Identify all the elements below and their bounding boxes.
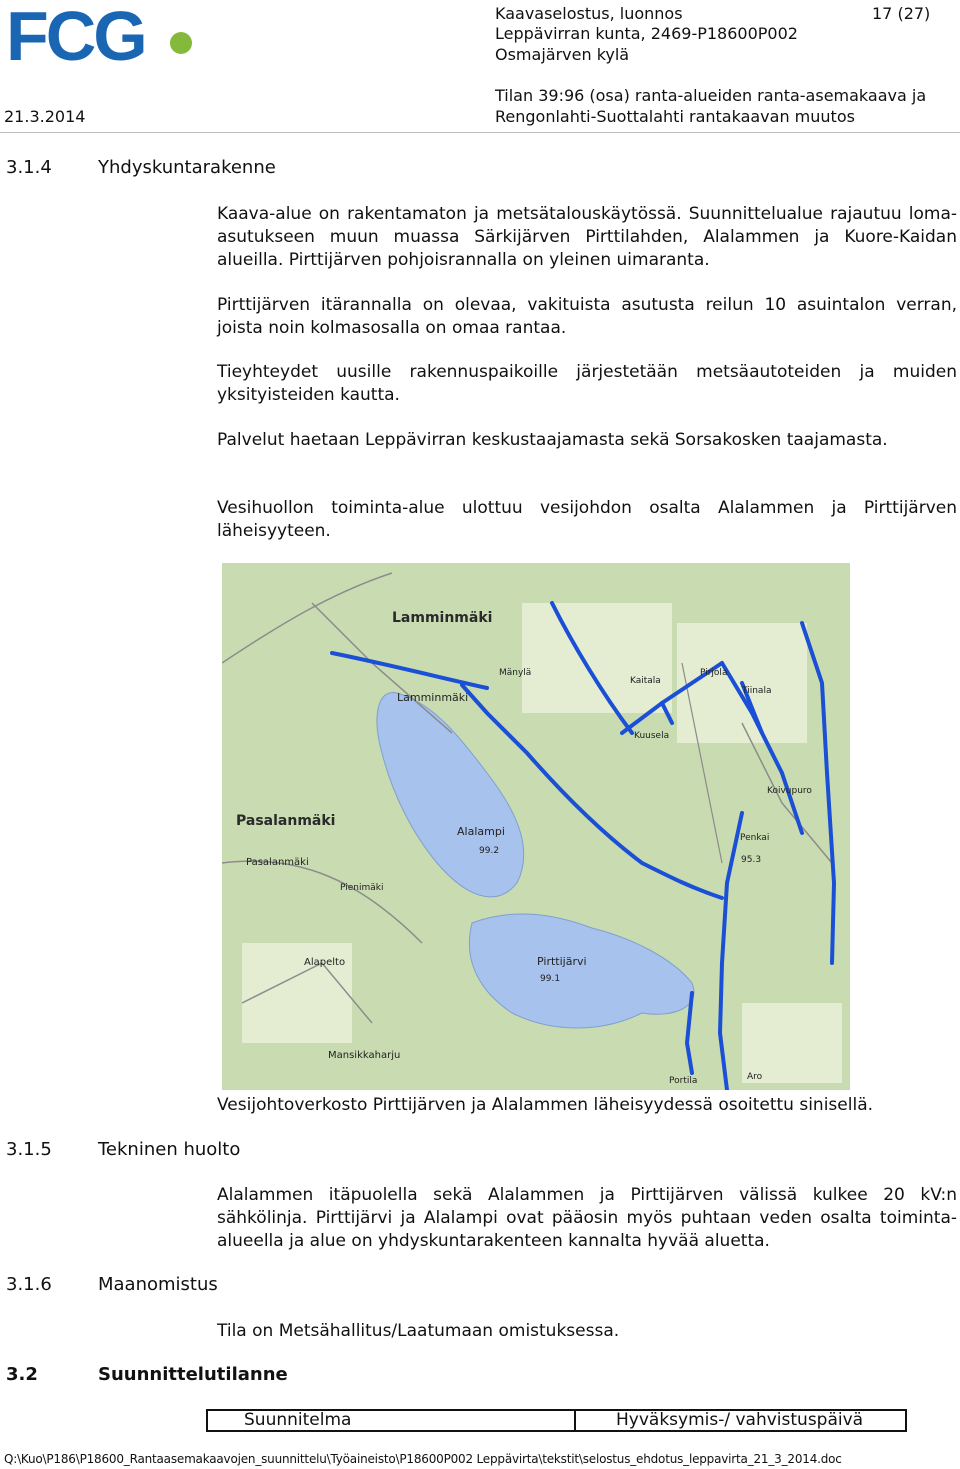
- map-label: Mansikkaharju: [328, 1050, 401, 1061]
- header-plan-title-1: Tilan 39:96 (osa) ranta-alueiden ranta-asemakaava ja: [495, 86, 927, 105]
- paragraph-services: Palvelut haetaan Leppävirran keskustaajamasta sekä Sorsakosken taajamasta.: [217, 430, 888, 450]
- section-number: 3.1.5: [6, 1139, 52, 1160]
- map-label: Tiinala: [742, 686, 772, 696]
- header-rule: [0, 132, 960, 133]
- map-label: 99.2: [479, 846, 500, 856]
- header-doc-type: Kaavaselostus, luonnos: [495, 4, 683, 23]
- table-header-plan: Suunnitelma: [208, 1411, 576, 1430]
- map-label: 95.3: [741, 855, 762, 865]
- map-label: Lamminmäki: [397, 691, 469, 704]
- map-label: Kuusela: [634, 731, 670, 741]
- map-label: Kaitala: [630, 676, 661, 686]
- header-plan-title-2: Rengonlahti-Suottalahti rantakaavan muutos: [495, 107, 855, 126]
- table-header-approval-date: Hyväksymis-/ vahvistuspäivä: [616, 1410, 864, 1430]
- map-label: Penkai: [740, 833, 770, 843]
- paragraph-community-structure: Kaava-alue on rakentamaton ja metsätalouskäytössä. Suunnittelualue rajautuu loma-asutukseen muun muassa Särkijärven Pirttilahden, Alalammen ja Kuore-Kaidan alueilla. Pirttijärven pohjoisrannalla on yleinen uimaranta.: [217, 204, 957, 270]
- header-date: 21.3.2014: [4, 107, 86, 126]
- paragraph-east-shore: Pirttijärven itärannalla on olevaa, vakituista asutusta reilun 10 asuintalon verran, joista noin kolmasosalla on omaa rantaa.: [217, 295, 957, 338]
- section-number: 3.1.4: [6, 157, 52, 178]
- map-label: Lamminmäki: [392, 610, 493, 626]
- water-network-map: [222, 563, 850, 1090]
- section-heading-3-1-5: [6, 1139, 240, 1160]
- map-label: Mänylä: [499, 668, 532, 678]
- section-number: 3.1.6: [6, 1274, 52, 1295]
- fcg-logo: FCG: [6, 0, 145, 75]
- map-label: Portila: [669, 1076, 698, 1086]
- paragraph-technical-maintenance: Alalammen itäpuolella sekä Alalammen ja Pirttijärven välissä kulkee 20 kV:n sähkölinja. Pirttijärvi ja Alalampi ovat pääosin myös puhtaan veden osalta toiminta-alueella ja alue on yhdyskuntarakenteen kannalta hyvää aluetta.: [217, 1185, 957, 1251]
- map-caption: Vesijohtoverkosto Pirttijärven ja Alalammen läheisyydessä osoitettu sinisellä.: [217, 1095, 874, 1115]
- map-label: Pasalanmäki: [236, 813, 336, 829]
- header-village: Osmajärven kylä: [495, 45, 630, 64]
- section-title: Suunnittelutilanne: [98, 1364, 288, 1385]
- plan-status-table: [206, 1409, 907, 1432]
- map-field: [522, 603, 672, 713]
- map-label: Pasalanmäki: [246, 857, 309, 868]
- map-label: Alapelto: [304, 957, 346, 968]
- paragraph-land-ownership: Tila on Metsähallitus/Laatumaan omistuksessa.: [217, 1321, 620, 1341]
- map-label: 99.1: [540, 974, 561, 984]
- header-page-number: 17 (27): [872, 4, 931, 23]
- map-label: Koivupuro: [767, 786, 812, 796]
- footer-file-path: Q:\Kuo\P186\P18600_Rantaasemakaavojen_suunnittelu\Työaineisto\P18600P002 Leppävirta\tekstit\selostus_ehdotus_leppavirta_21_3_2014.doc: [4, 1452, 842, 1466]
- map-label: Alalampi: [457, 825, 505, 838]
- section-title: Tekninen huolto: [98, 1139, 241, 1160]
- map-label: Pienimäki: [340, 883, 384, 893]
- logo-dot-icon: [170, 32, 192, 54]
- section-title: Yhdyskuntarakenne: [98, 157, 276, 178]
- section-heading-3-1-4: [6, 157, 276, 178]
- section-title: Maanomistus: [98, 1274, 218, 1295]
- section-heading-3-1-6: [6, 1274, 218, 1295]
- header-municipality: Leppävirran kunta, 2469-P18600P002: [495, 24, 798, 43]
- paragraph-water-supply: Vesihuollon toiminta-alue ulottuu vesijohdon osalta Alalammen ja Pirttijärven läheisyyteen.: [217, 498, 957, 541]
- section-number: 3.2: [6, 1364, 38, 1385]
- paragraph-road-access: Tieyhteydet uusille rakennuspaikoille järjestetään metsäautoteiden ja muiden yksityisteiden kautta.: [217, 362, 957, 405]
- map-label: Pirjola: [700, 668, 728, 678]
- map-label: Pirttijärvi: [537, 955, 587, 968]
- map-field: [742, 1003, 842, 1083]
- section-heading-3-2: [6, 1364, 288, 1385]
- map-label: Aro: [747, 1072, 763, 1082]
